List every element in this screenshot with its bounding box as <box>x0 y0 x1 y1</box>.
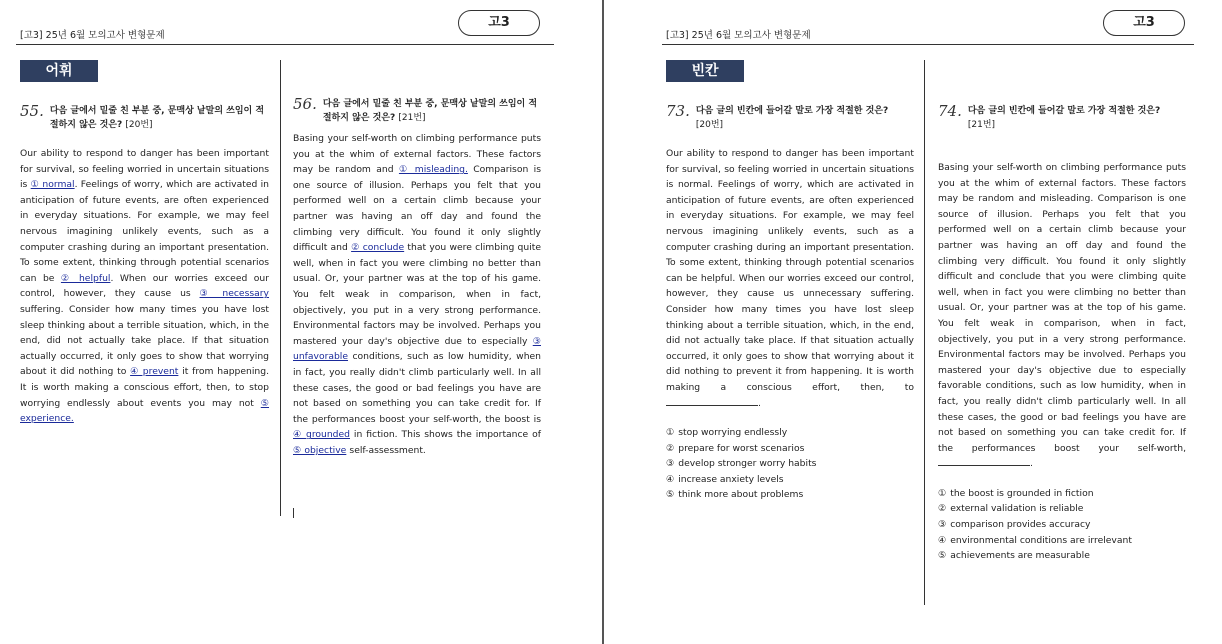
option-number: ① <box>938 487 947 499</box>
text-cursor <box>293 508 294 518</box>
question-number: 56. <box>293 95 317 113</box>
question-prompt <box>696 104 888 132</box>
exam-header: [고3] 25년 6월 모의고사 변형문제 <box>20 30 165 41</box>
question-prompt <box>323 97 541 125</box>
option-number: ③ <box>938 519 947 531</box>
option-text: increase anxiety levels <box>678 473 784 485</box>
option-number: ③ <box>666 458 675 470</box>
section-tag-vocabulary: 어휘 <box>20 60 98 82</box>
question-55 <box>20 104 269 427</box>
answer-options <box>938 486 1186 564</box>
underlined-choice: ⑤ experience. <box>20 397 269 425</box>
answer-option <box>666 487 914 503</box>
option-text: stop worrying endlessly <box>678 427 788 439</box>
option-number: ① <box>666 427 675 439</box>
passage-text: Comparison is one source of illusion. Perhaps you felt that you performed well on a certain climb because your partner was having an off day and found the climbing very difficult. You found it only slightly difficult and <box>293 164 541 254</box>
passage-text: . When our worries exceed our control, however, they cause us <box>20 272 270 300</box>
underlined-choice: ⑤ objective <box>293 444 347 456</box>
passage-end: . <box>1030 458 1033 470</box>
answer-option <box>938 501 1186 517</box>
column-divider <box>924 60 925 605</box>
option-text: think more about problems <box>678 489 804 501</box>
question-points: [21번] <box>398 113 426 123</box>
answer-option <box>938 548 1186 564</box>
option-text: the boost is grounded in fiction <box>950 487 1094 499</box>
passage <box>938 160 1186 472</box>
option-text: prepare for worst scenarios <box>678 442 805 454</box>
question-points: [20번] <box>125 120 153 130</box>
option-number: ④ <box>938 534 947 546</box>
answer-blank <box>666 396 758 406</box>
underlined-choice: ② helpful <box>60 272 111 284</box>
question-points: [21번] <box>967 120 996 130</box>
underlined-choice: ④ grounded <box>293 429 350 441</box>
option-number: ⑤ <box>938 550 947 562</box>
header-rule <box>16 44 554 45</box>
option-text: external validation is reliable <box>950 503 1084 515</box>
answer-option <box>666 441 914 457</box>
answer-option <box>666 425 914 441</box>
passage <box>293 131 541 458</box>
question-number: 74. <box>938 102 962 120</box>
prompt-text: 다음 글에서 밑줄 친 부분 중, 문맥상 낱말의 쓰임이 적절하지 않은 것은? <box>49 106 265 130</box>
left-page <box>16 0 556 644</box>
underlined-choice: ① normal <box>30 179 75 191</box>
question-number: 55. <box>20 102 44 120</box>
passage-text: conditions, such as low humidity, when in fact, you really didn't climb particularly well. In all these cases, the good or bad feelings you have are not based on something you can take credit for. If the performances boost your self-worth, the boost is <box>293 351 541 425</box>
question-prompt <box>968 104 1160 132</box>
passage <box>666 146 914 411</box>
column-divider <box>280 60 281 516</box>
option-number: ④ <box>666 473 675 485</box>
prompt-text: 다음 글에서 밑줄 친 부분 중, 문맥상 낱말의 쓰임이 적절하지 않은 것은? <box>322 99 538 123</box>
answer-option <box>666 456 914 472</box>
question-header <box>20 104 269 132</box>
passage-end: . <box>758 397 761 409</box>
underlined-choice: ③ unfavorable <box>293 335 541 363</box>
question-number: 73. <box>666 102 690 120</box>
grade-badge: 고3 <box>1103 10 1185 36</box>
option-text: comparison provides accuracy <box>950 519 1091 531</box>
prompt-text: 다음 글의 빈칸에 들어갈 말로 가장 적절한 것은? <box>695 106 889 116</box>
grade-badge: 고3 <box>458 10 540 36</box>
question-73 <box>666 104 914 503</box>
passage-text: . Feelings of worry, which are activated in anticipation of future events, are often experienced in everyday situations. For example, we may feel nervous imagining unlikely events, such as a computer crashing during an important presentation. To some extent, thinking through potential scenarios can be <box>20 179 269 284</box>
question-prompt <box>50 104 269 132</box>
page-divider <box>602 0 604 644</box>
header-rule <box>662 44 1194 45</box>
question-56 <box>293 97 541 458</box>
right-page <box>662 0 1202 644</box>
option-text: develop stronger worry habits <box>678 458 817 470</box>
passage-text: suffering. Consider how many times you have lost sleep thinking about a terrible situation, which, in the end, did not actually take place. If that situation actually occurred, it only goes to show that worrying about it did nothing to <box>20 303 269 378</box>
answer-options <box>666 425 914 503</box>
answer-option <box>666 472 914 488</box>
section-tag-blank: 빈칸 <box>666 60 744 82</box>
underlined-choice: ① misleading. <box>398 164 468 176</box>
passage-text: Basing your self-worth on climbing performance puts you at the whim of external factors. These factors may be random and <box>293 133 541 176</box>
answer-blank <box>938 456 1030 466</box>
answer-option <box>938 517 1186 533</box>
question-header <box>938 104 1186 132</box>
underlined-choice: ④ prevent <box>130 366 179 378</box>
passage <box>20 146 269 427</box>
prompt-text: 다음 글의 빈칸에 들어갈 말로 가장 적절한 것은? <box>967 106 1161 116</box>
underlined-choice: ② conclude <box>351 242 405 254</box>
passage-text: self-assessment. <box>346 444 426 456</box>
passage-text: Our ability to respond to danger has been important for survival, so feeling worried in uncertain situations is normal. Feelings of worry, which are activated in anticipation of future events, are often experienced in everyday situations. For example, we may feel nervous imagining unlikely events, such as a computer crashing during an important presentation. To some extent, thinking through potential scenarios can be helpful. When our worries exceed our control, however, they cause us unnecessary suffering. Consider how many times you have lost sleep thinking about a terrible situation, which, in the end, did not actually take place. If that situation actually occurred, it only goes to show that worrying about it did nothing to prevent it from happening. It is worth making a conscious effort, then, to <box>666 148 914 393</box>
question-header <box>666 104 914 132</box>
exam-header: [고3] 25년 6월 모의고사 변형문제 <box>666 30 811 41</box>
option-number: ② <box>666 442 675 454</box>
option-text: environmental conditions are irrelevant <box>950 534 1132 546</box>
option-number: ② <box>938 503 947 515</box>
passage-text: that you were climbing quite well, when in fact you were climbing no better than usual. Or, your partner was at the top of his game. You felt weak in comparison, when in fact, objectively, you put in a very strong performance. Environmental factors may be involved. Perhaps you mastered your day's objective due to especially <box>293 242 541 347</box>
question-points: [20번] <box>695 120 724 130</box>
passage-text: in fiction. This shows the importance of <box>349 429 541 441</box>
option-text: achievements are measurable <box>950 550 1090 562</box>
option-number: ⑤ <box>666 489 675 501</box>
answer-option <box>938 533 1186 549</box>
underlined-choice: ③ necessary <box>199 288 269 300</box>
question-74 <box>938 104 1186 564</box>
passage-text: Basing your self-worth on climbing performance puts you at the whim of external factors. These factors may be random and misleading. Comparison is one source of illusion. Perhaps you felt that you performed well on a certain climb because your partner was having an off day and found the climbing very difficult. You found it only slightly difficult and conclude that you were climbing quite well, when in fact you were climbing no better than usual. Or, your partner was at the top of his game. You felt weak in comparison, when in fact, objectively, you put in a very strong performance. Environmental factors may be involved. Perhaps you mastered your day's objective due to especially favorable conditions, such as low humidity, when in fact, you really didn't climb particularly well. In all these cases, the good or bad feelings you have are not based on something you can take credit for. If the performances boost your self-worth, <box>938 162 1186 454</box>
question-header <box>293 97 541 125</box>
passage-text: it from happening. It is worth making a conscious effort, then, to stop worrying endlessly about events you may not <box>20 366 269 409</box>
passage-text: Our ability to respond to danger has been important for survival, so feeling worried in uncertain situations is <box>20 148 269 191</box>
answer-option <box>938 486 1186 502</box>
